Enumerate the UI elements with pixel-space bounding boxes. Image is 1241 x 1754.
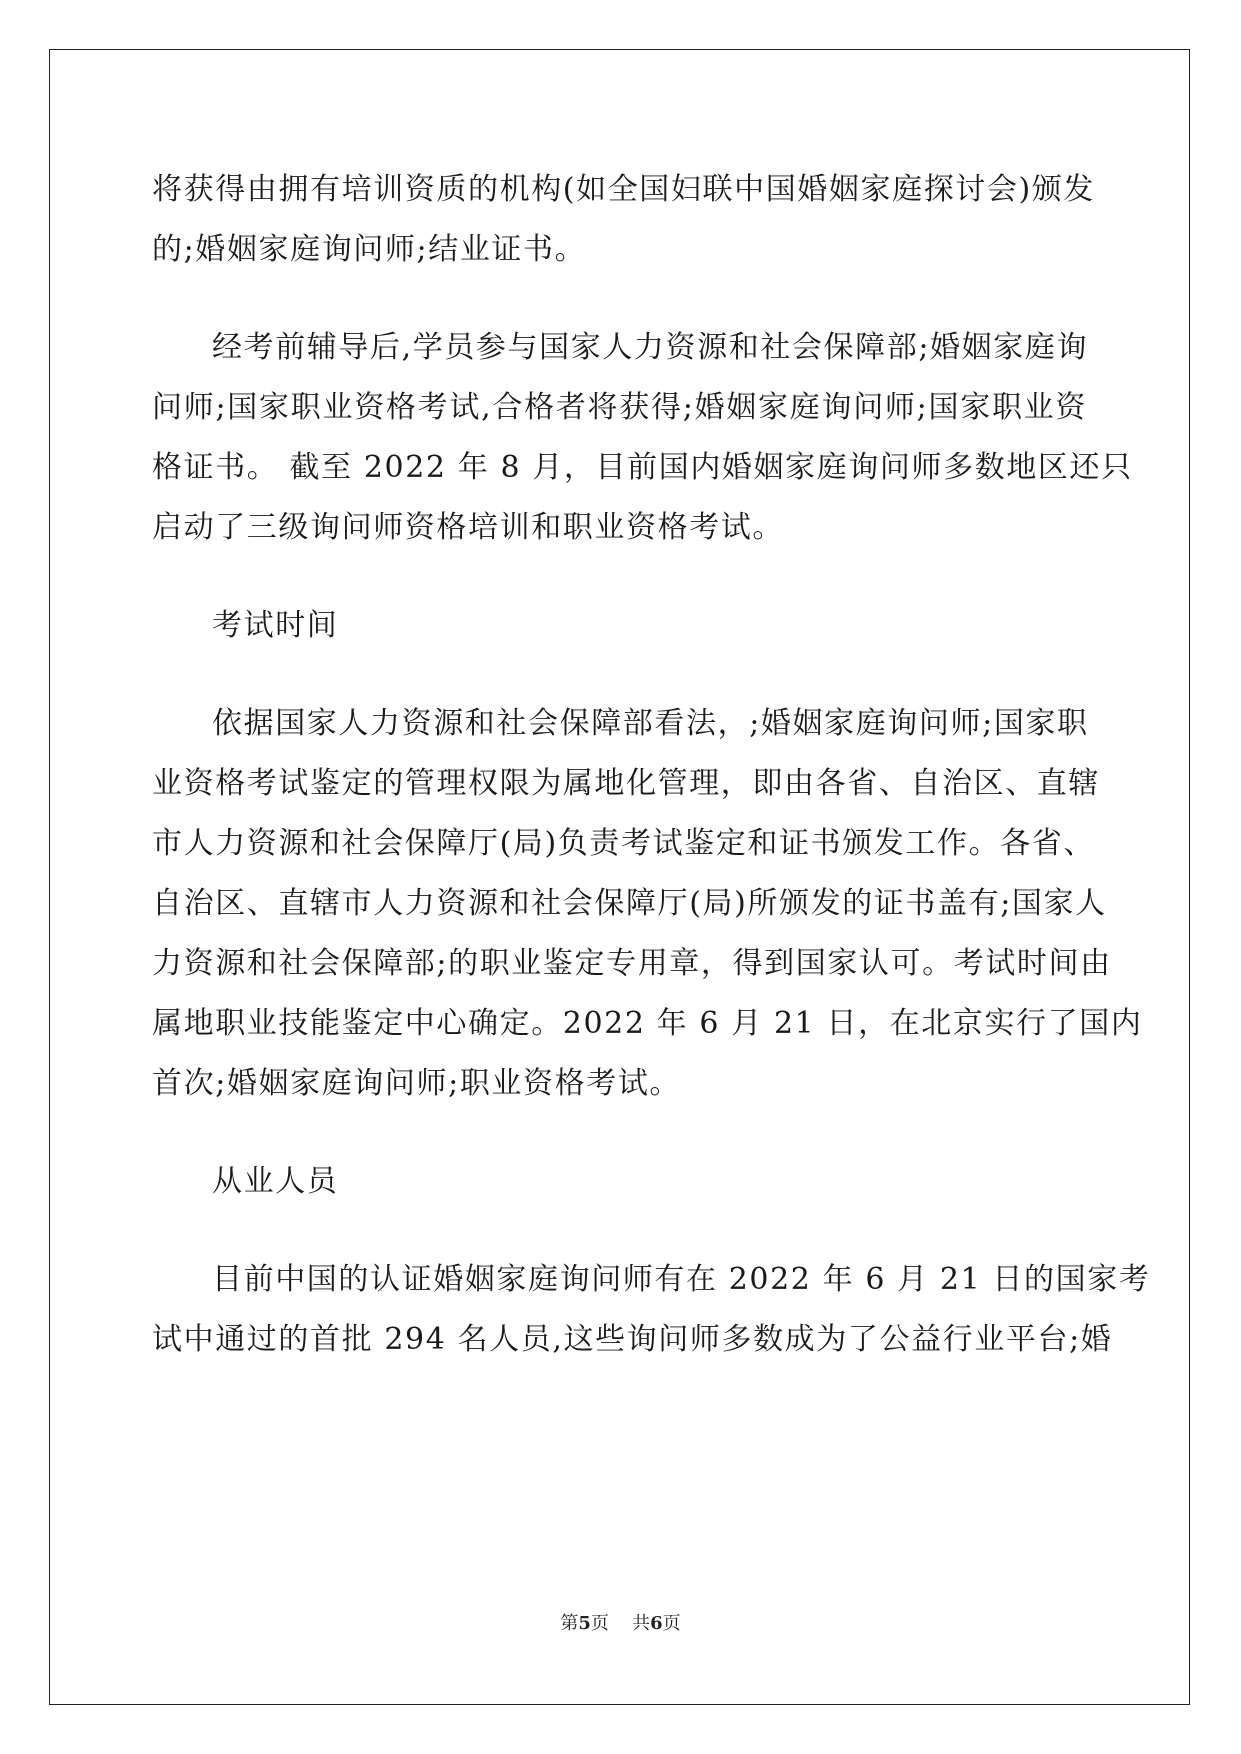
footer-page-unit: 页 bbox=[590, 1613, 609, 1634]
section-heading: 从业人员 bbox=[212, 1164, 339, 1199]
page-footer bbox=[0, 1609, 1241, 1635]
body-line: 属地职业技能鉴定中心确定。2022 年 6 月 21 日，在北京实行了国内 bbox=[152, 1006, 1143, 1041]
section-heading: 考试时间 bbox=[212, 608, 339, 643]
body-line: 业资格考试鉴定的管理权限为属地化管理，即由各省、自治区、直辖 bbox=[152, 766, 1100, 801]
footer-total-unit: 页 bbox=[662, 1613, 681, 1634]
body-line: 问师;国家职业资格考试,合格者将获得;婚姻家庭询问师;国家职业资 bbox=[152, 390, 1087, 425]
body-line: 目前中国的认证婚姻家庭询问师有在 2022 年 6 月 21 日的国家考 bbox=[212, 1262, 1151, 1297]
footer-total-prefix: 共 bbox=[632, 1613, 651, 1634]
body-line: 试中通过的首批 294 名人员,这些询问师多数成为了公益行业平台;婚 bbox=[152, 1322, 1113, 1357]
total-page-number: 6 bbox=[650, 1613, 663, 1634]
body-line: 的;婚姻家庭询问师;结业证书。 bbox=[152, 232, 587, 267]
current-page-number: 5 bbox=[578, 1613, 591, 1634]
body-line: 首次;婚姻家庭询问师;职业资格考试。 bbox=[152, 1066, 682, 1101]
body-line: 自治区、直辖市人力资源和社会保障厅(局)所颁发的证书盖有;国家人 bbox=[152, 886, 1107, 921]
body-line: 依据国家人力资源和社会保障部看法，;婚姻家庭询问师;国家职 bbox=[212, 706, 1089, 741]
body-line: 力资源和社会保障部;的职业鉴定专用章，得到国家认可。考试时间由 bbox=[152, 946, 1112, 981]
body-line: 经考前辅导后,学员参与国家人力资源和社会保障部;婚姻家庭询 bbox=[212, 330, 1089, 365]
body-line: 格证书。 截至 2022 年 8 月，目前国内婚姻家庭询问师多数地区还只 bbox=[152, 450, 1133, 485]
footer-prefix: 第 bbox=[560, 1613, 579, 1634]
body-line: 将获得由拥有培训资质的机构(如全国妇联中国婚姻家庭探讨会)颁发 bbox=[152, 172, 1096, 207]
document-body bbox=[152, 160, 1151, 1370]
body-line: 启动了三级询问师资格培训和职业资格考试。 bbox=[152, 510, 784, 545]
body-line: 市人力资源和社会保障厅(局)负责考试鉴定和证书颁发工作。各省、 bbox=[152, 826, 1096, 861]
